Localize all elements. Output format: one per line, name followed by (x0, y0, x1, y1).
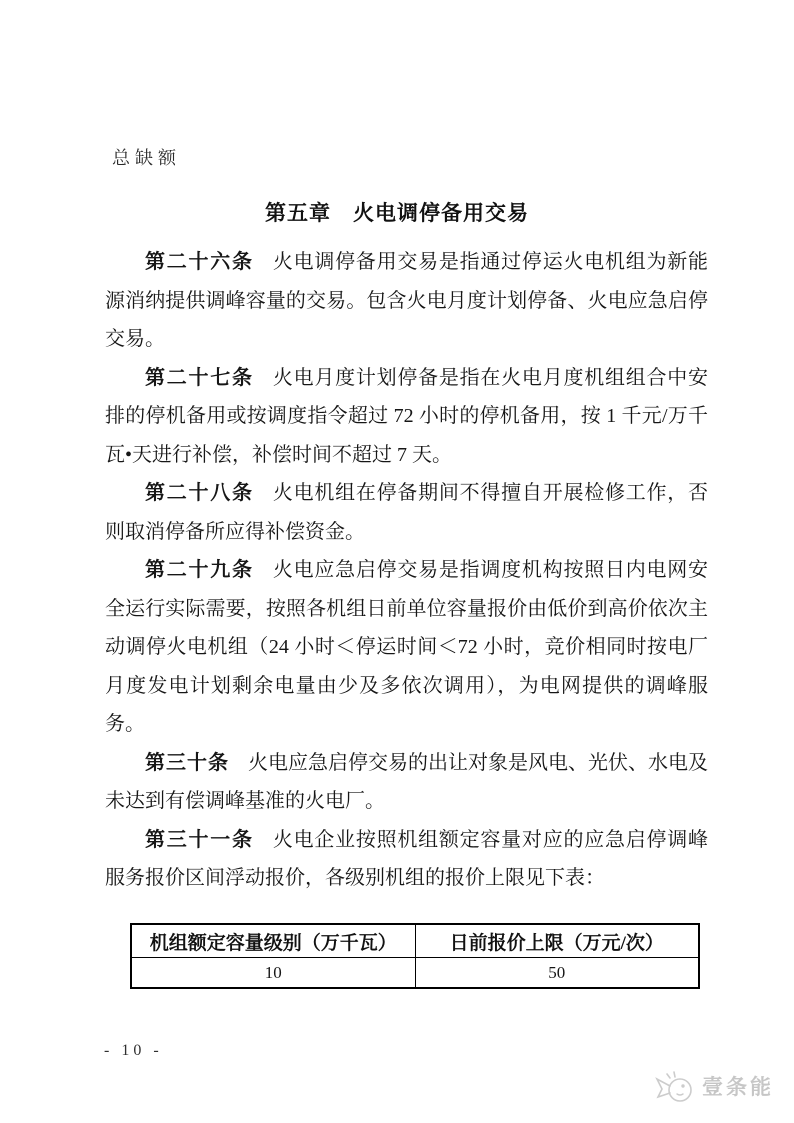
header-note: 总缺额 (112, 148, 181, 168)
table-row (131, 958, 699, 989)
table-cell-price-value: 50 (415, 958, 699, 989)
fish-icon (650, 1066, 696, 1106)
table-header-cell-capacity: 机组额定容量级别（万千瓦） (131, 924, 415, 958)
brand-name: 壹条能 (702, 1076, 774, 1099)
article-paragraph (105, 821, 708, 898)
article-paragraph (105, 744, 708, 821)
article-label: 第三十条 (145, 751, 229, 774)
article-paragraph (105, 474, 708, 551)
article-label: 第二十八条 (145, 482, 254, 504)
article-paragraph (105, 243, 708, 359)
page-number: - 10 - (104, 1042, 163, 1059)
article-paragraph (105, 551, 708, 744)
table-header-row (131, 924, 699, 958)
article-text: 火电企业按照机组额定容量对应的应急启停调峰服务报价区间浮动报价，各级别机组的报价上限见下表： (105, 828, 709, 889)
pricing-table (130, 923, 700, 989)
table-header-cell-price: 日前报价上限（万元/次） (415, 924, 699, 958)
article-label: 第二十七条 (145, 366, 254, 389)
article-text: 火电调停备用交易是指通过停运火电机组为新能源消纳提供调峰容量的交易。包含火电月度计划停备、火电应急启停交易。 (105, 251, 709, 350)
article-text: 火电月度计划停备是指在火电月度机组组合中安排的停机备用或按调度指令超过 72 小时的停机备用，按 1 千元/万千瓦•天进行补偿，补偿时间不超过 7 天。 (105, 366, 709, 466)
article-body (105, 243, 708, 898)
brand-watermark (650, 1066, 774, 1106)
chapter-title: 第五章 火电调停备用交易 (265, 201, 529, 225)
article-text: 火电机组在停备期间不得擅自开展检修工作，否则取消停备所应得补偿资金。 (105, 482, 709, 543)
article-text: 火电应急启停交易的出让对象是风电、光伏、水电及未达到有偿调峰基准的火电厂。 (105, 751, 708, 812)
article-label: 第二十九条 (145, 559, 254, 581)
article-text: 火电应急启停交易是指调度机构按照日内电网安全运行实际需要，按照各机组日前单位容量报价由低价到高价依次主动调停火电机组（24 小时＜停运时间＜72 小时，竞价相同时按电厂月度发电计划剩余电量由少及多依次调用），为电网提供的调峰服务。 (105, 559, 709, 735)
article-label: 第二十六条 (145, 251, 254, 273)
article-paragraph (105, 359, 708, 475)
table-cell-capacity-value: 10 (131, 958, 415, 989)
article-label: 第三十一条 (145, 828, 254, 851)
